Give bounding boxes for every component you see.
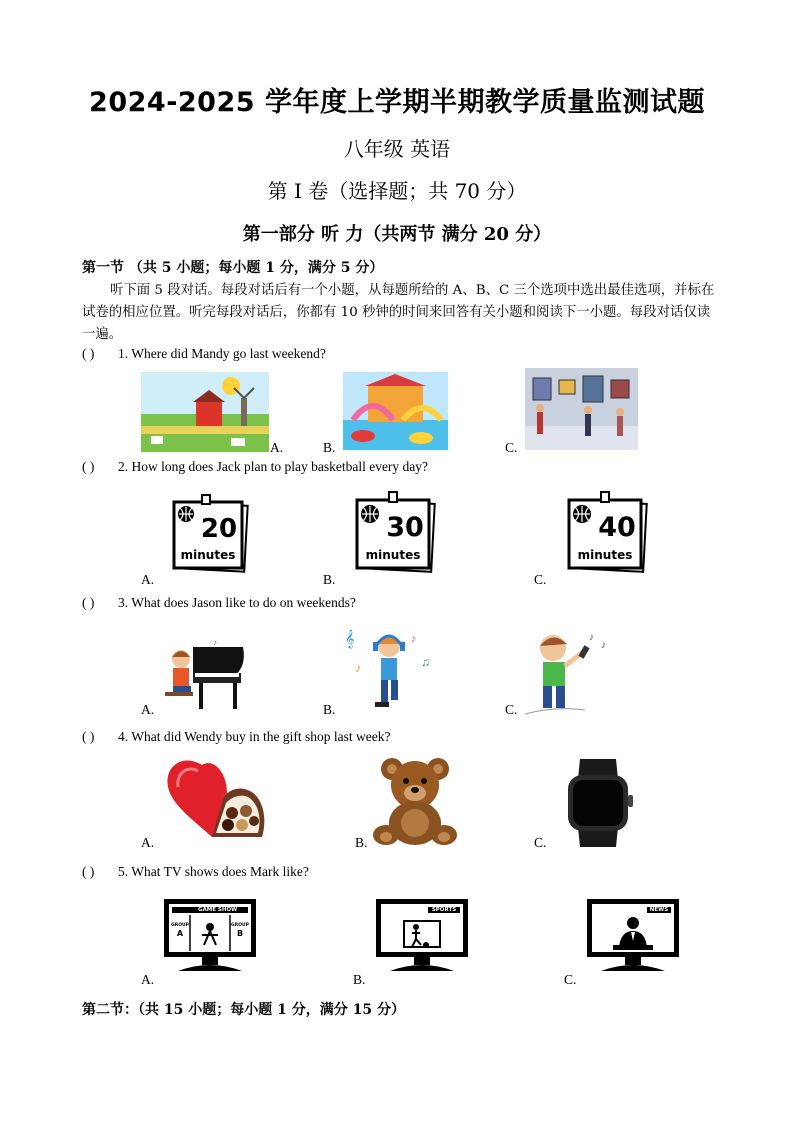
option-b[interactable]: B. — [353, 972, 366, 987]
option-c[interactable]: C. — [505, 440, 518, 455]
group-label: GROUP — [171, 923, 189, 928]
option-c[interactable]: C. — [505, 702, 518, 717]
svg-text:♪: ♪ — [213, 638, 217, 647]
minutes-number: 30 — [386, 512, 424, 543]
museum-picture[interactable] — [525, 368, 638, 450]
option-a[interactable]: A. — [141, 972, 155, 987]
minutes-number: 40 — [598, 512, 636, 543]
boy-listening-music-picture[interactable] — [345, 622, 435, 714]
svg-text:♪: ♪ — [411, 633, 417, 645]
svg-text:♪: ♪ — [589, 632, 594, 643]
option-b[interactable]: B. — [323, 702, 336, 717]
group-label: GROUP — [231, 923, 249, 928]
smart-watch-picture[interactable] — [558, 759, 640, 847]
volume-heading: 第 I 卷（选择题；共 70 分） — [267, 179, 527, 203]
question-text: 1. Where did Mandy go last weekend? — [118, 346, 326, 361]
option-a[interactable]: A. — [141, 702, 155, 717]
boy-singing-picture[interactable] — [525, 626, 615, 718]
question-5 — [82, 864, 309, 880]
answer-blank[interactable]: ( ) — [82, 864, 95, 879]
minutes-number: 20 — [200, 514, 238, 544]
section1-instructions: 听下面 5 段对话。每段对话后有一个小题，从每题所给的 A、B、C 三个选项中选出最佳选项，并标在试卷的相应位置。听完每段对话后，你都有 10 秒钟的时间来回答有关小题和阅读下一小题。每段对话仅读一遍。 — [82, 283, 715, 342]
water-park-picture[interactable] — [343, 372, 448, 450]
answer-blank[interactable]: ( ) — [82, 595, 95, 610]
option-a[interactable]: A. — [141, 835, 155, 850]
tv-label: NEWS — [649, 907, 669, 913]
tv-news[interactable] — [587, 899, 679, 973]
farm-picture[interactable] — [141, 372, 269, 452]
group-b-letter: B — [236, 929, 244, 938]
svg-text:♪: ♪ — [355, 661, 361, 675]
question-text: 4. What did Wendy buy in the gift shop last week? — [118, 729, 391, 744]
minutes-unit: minutes — [365, 548, 421, 562]
minutes-unit: minutes — [180, 548, 236, 562]
question-text: 5. What TV shows does Mark like? — [118, 864, 309, 879]
question-text: 2. How long does Jack plan to play basketball every day? — [118, 459, 429, 474]
answer-blank[interactable]: ( ) — [82, 459, 95, 474]
question-3 — [82, 595, 356, 611]
boy-playing-piano-picture[interactable] — [163, 637, 248, 712]
heart-chocolate-box-picture[interactable] — [162, 757, 269, 847]
exam-title: 2024-2025 学年度上学期半期教学质量监测试题 — [89, 87, 705, 118]
grade-subject: 八年级 英语 — [343, 137, 451, 161]
section2-heading: 第二节：（共 15 小题；每小题 1 分，满分 15 分） — [82, 1002, 405, 1018]
option-c[interactable]: C. — [534, 572, 547, 587]
question-4 — [82, 729, 391, 745]
minutes-card-40[interactable] — [565, 490, 649, 574]
svg-text:♪: ♪ — [601, 640, 606, 651]
option-c[interactable]: C. — [534, 835, 547, 850]
answer-blank[interactable]: ( ) — [82, 729, 95, 744]
option-c[interactable]: C. — [564, 972, 577, 987]
option-a[interactable]: A. — [270, 440, 284, 455]
tv-label: SPORTS — [431, 907, 457, 913]
option-b[interactable]: B. — [323, 440, 336, 455]
option-b[interactable]: B. — [323, 572, 336, 587]
option-a[interactable]: A. — [141, 572, 155, 587]
question-text: 3. What does Jason like to do on weekends? — [118, 595, 356, 610]
question-1 — [82, 346, 326, 362]
minutes-unit: minutes — [577, 548, 633, 562]
tv-game-show[interactable] — [164, 899, 256, 973]
tv-sports[interactable] — [376, 899, 468, 973]
question-2 — [82, 459, 428, 475]
svg-text:♫: ♫ — [421, 655, 430, 669]
group-a-letter: A — [176, 929, 184, 938]
tv-label: GAME SHOW — [198, 907, 238, 913]
minutes-card-30[interactable] — [353, 490, 437, 574]
part-heading: 第一部分 听 力（共两节 满分 20 分） — [242, 224, 552, 245]
minutes-card-20[interactable] — [170, 492, 250, 574]
svg-text:𝄞: 𝄞 — [345, 631, 355, 648]
section1-heading: 第一节 （共 5 小题；每小题 1 分，满分 5 分） — [82, 260, 384, 276]
teddy-bear-picture[interactable] — [372, 755, 460, 847]
answer-blank[interactable]: ( ) — [82, 346, 95, 361]
option-b[interactable]: B. — [355, 835, 368, 850]
